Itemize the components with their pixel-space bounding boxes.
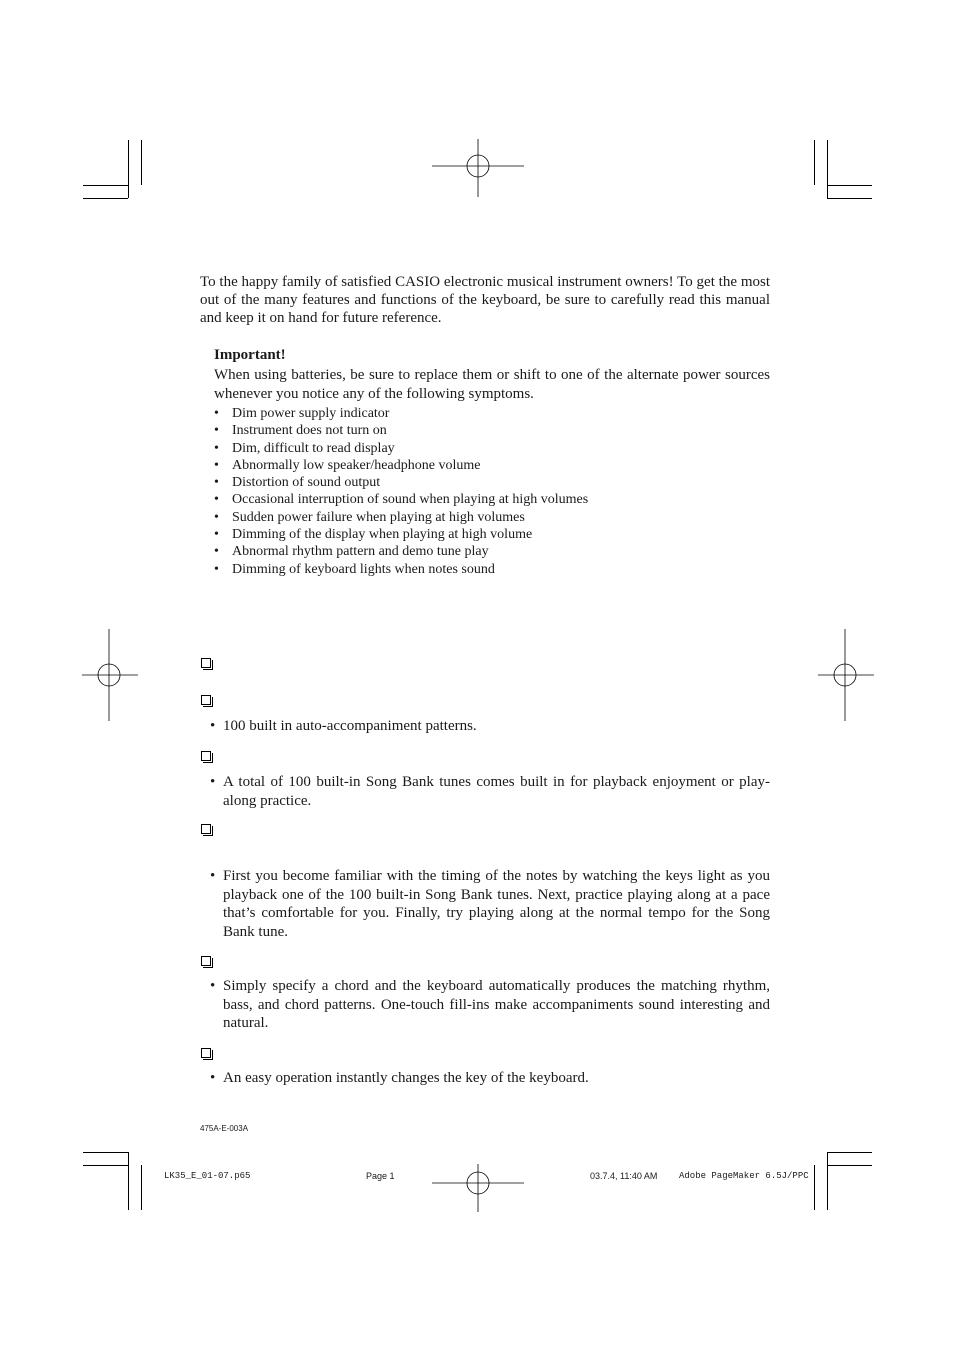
crop-mark	[827, 185, 872, 186]
list-item: • Abnormally low speaker/headphone volume	[214, 457, 588, 474]
list-item: • Dim power supply indicator	[214, 405, 588, 422]
slug-filename: LK35_E_01-07.p65	[164, 1171, 251, 1181]
crop-mark	[141, 1165, 142, 1210]
feature-item	[210, 717, 770, 736]
registration-mark-left	[82, 629, 138, 721]
registration-mark-bottom	[432, 1164, 524, 1212]
crop-mark	[827, 140, 828, 198]
crop-mark	[827, 1152, 828, 1210]
crop-mark	[83, 185, 128, 186]
slug-page: Page 1	[366, 1171, 395, 1181]
crop-mark	[827, 1165, 872, 1166]
registration-mark-right	[818, 629, 874, 721]
list-item: • Dimming of the display when playing at high volume	[214, 526, 588, 543]
bullet-icon: •	[210, 1070, 216, 1086]
intro-paragraph: To the happy family of satisfied CASIO electronic musical instrument owners! To get the most out of the many features and functions of the keyboard, be sure to carefully read this manual and keep it on hand for future reference.	[200, 274, 770, 327]
feature-text: Simply specify a chord and the keyboard automatically produces the matching rhythm, bass, and chord patterns. One-touch fill-ins make accompaniments sound interesting and natural.	[223, 978, 770, 1031]
feature-text: First you become familiar with the timing of the notes by watching the keys light as you playback one of the 100 built-in Song Bank tunes. Next, practice playing along at a pace that’s comfortable for you. Finally, try playing along at the normal tempo for the Song Bank tune.	[223, 868, 770, 940]
feature-box-icon	[201, 658, 211, 668]
feature-text: An easy operation instantly changes the key of the keyboard.	[223, 1070, 589, 1086]
crop-mark	[827, 1152, 872, 1153]
important-heading: Important!	[214, 347, 286, 363]
feature-text: 100 built in auto-accompaniment patterns.	[223, 718, 477, 734]
crop-mark	[83, 1152, 128, 1153]
registration-mark-top	[432, 139, 524, 197]
bullet-icon: •	[210, 774, 216, 790]
bullet-icon: •	[210, 718, 216, 734]
list-item: • Dim, difficult to read display	[214, 440, 588, 457]
document-code: 475A-E-003A	[200, 1124, 249, 1133]
list-item: • Instrument does not turn on	[214, 422, 588, 439]
bullet-icon: •	[210, 868, 216, 884]
crop-mark	[814, 1165, 815, 1210]
list-item: • Distortion of sound output	[214, 474, 588, 491]
list-item: • Sudden power failure when playing at high volumes	[214, 509, 588, 526]
feature-box-icon	[201, 751, 211, 761]
feature-box-icon	[201, 695, 211, 705]
crop-mark	[128, 140, 129, 198]
crop-mark	[827, 198, 872, 199]
slug-application: Adobe PageMaker 6.5J/PPC	[679, 1171, 809, 1181]
list-item: • Abnormal rhythm pattern and demo tune play	[214, 543, 588, 560]
bullet-icon: •	[210, 978, 216, 994]
crop-mark	[128, 1152, 129, 1210]
feature-box-icon	[201, 956, 211, 966]
feature-box-icon	[201, 1048, 211, 1058]
symptom-list	[214, 405, 588, 578]
important-text: When using batteries, be sure to replace them or shift to one of the alternate power sources whenever you notice any of the following symptoms.	[214, 367, 770, 402]
feature-text: A total of 100 built-in Song Bank tunes comes built in for playback enjoyment or play-along practice.	[223, 774, 770, 809]
feature-item	[210, 1069, 770, 1088]
slug-datetime: 03.7.4, 11:40 AM	[590, 1171, 658, 1181]
feature-box-icon	[201, 824, 211, 834]
feature-item	[210, 867, 770, 941]
crop-mark	[83, 198, 128, 199]
crop-mark	[141, 140, 142, 185]
list-item: • Occasional interruption of sound when playing at high volumes	[214, 491, 588, 508]
feature-item	[210, 977, 770, 1033]
crop-mark	[83, 1165, 128, 1166]
crop-mark	[814, 140, 815, 185]
feature-item	[210, 773, 770, 810]
list-item: • Dimming of keyboard lights when notes sound	[214, 561, 588, 578]
